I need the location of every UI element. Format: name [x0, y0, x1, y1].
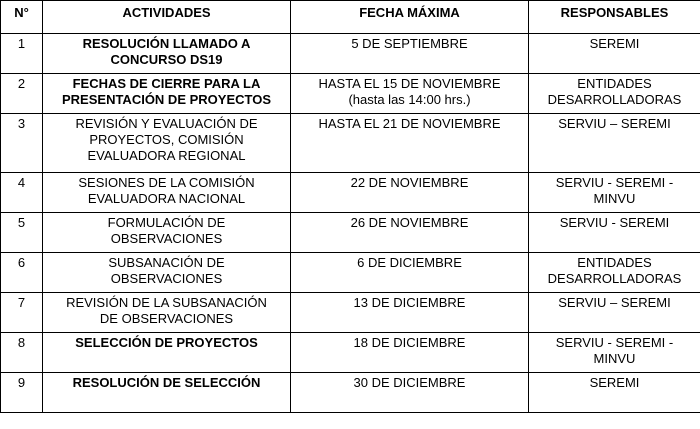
responsible-line: SEREMI [589, 375, 640, 390]
activity-cell [43, 293, 291, 333]
activity-cell [43, 34, 291, 74]
activity-line: FORMULACIÓN DE [107, 215, 226, 230]
deadline-line: 22 DE NOVIEMBRE [350, 175, 469, 190]
responsible-line: SERVIU – SEREMI [558, 116, 671, 131]
table-row [1, 373, 700, 413]
header-number: N° [1, 1, 43, 34]
responsible-line: DESARROLLADORAS [547, 92, 682, 107]
activity-line: EVALUADORA REGIONAL [87, 148, 246, 163]
activity-line: SESIONES DE LA COMISIÓN [78, 175, 255, 190]
responsible-line: MINVU [593, 351, 636, 366]
activity-cell [43, 333, 291, 373]
responsible-cell [529, 74, 700, 114]
activity-line: SELECCIÓN DE PROYECTOS [75, 335, 258, 350]
responsible-cell [529, 34, 700, 74]
deadline-line: 30 DE DICIEMBRE [353, 375, 466, 390]
deadline-cell [291, 173, 529, 213]
activity-cell [43, 253, 291, 293]
header-responsible: RESPONSABLES [529, 1, 700, 34]
deadline-line: 13 DE DICIEMBRE [353, 295, 466, 310]
table-row [1, 173, 700, 213]
row-number: 1 [1, 34, 43, 74]
deadline-line: 26 DE NOVIEMBRE [350, 215, 469, 230]
activity-line: RESOLUCIÓN LLAMADO A [82, 36, 251, 51]
activity-line: DE OBSERVACIONES [99, 311, 234, 326]
responsible-line: ENTIDADES [577, 76, 652, 91]
row-number: 4 [1, 173, 43, 213]
responsible-cell [529, 333, 700, 373]
responsible-cell [529, 114, 700, 173]
table-row [1, 253, 700, 293]
deadline-cell [291, 333, 529, 373]
row-number: 3 [1, 114, 43, 173]
deadline-line: HASTA EL 21 DE NOVIEMBRE [318, 116, 501, 131]
deadline-line: 6 DE DICIEMBRE [357, 255, 462, 270]
responsible-cell [529, 213, 700, 253]
deadline-cell [291, 213, 529, 253]
activity-line: SUBSANACIÓN DE [108, 255, 225, 270]
responsible-line: ENTIDADES [577, 255, 652, 270]
responsible-line: DESARROLLADORAS [547, 271, 682, 286]
activity-line: REVISIÓN DE LA SUBSANACIÓN [66, 295, 267, 310]
responsible-cell [529, 173, 700, 213]
responsible-cell [529, 373, 700, 413]
table-row [1, 333, 700, 373]
table-row [1, 34, 700, 74]
activity-line: FECHAS DE CIERRE PARA LA [72, 76, 261, 91]
activity-cell [43, 213, 291, 253]
table-row [1, 114, 700, 173]
activity-line: PRESENTACIÓN DE PROYECTOS [62, 92, 271, 107]
activity-line: PROYECTOS, COMISIÓN [89, 132, 244, 147]
deadline-line: 18 DE DICIEMBRE [353, 335, 466, 350]
row-number: 2 [1, 74, 43, 114]
deadline-cell [291, 253, 529, 293]
row-number: 7 [1, 293, 43, 333]
header-deadline: FECHA MÁXIMA [291, 1, 529, 34]
activity-line: OBSERVACIONES [110, 271, 223, 286]
activity-cell [43, 373, 291, 413]
table-row [1, 293, 700, 333]
row-number: 9 [1, 373, 43, 413]
responsible-line: SERVIU - SEREMI - [555, 175, 674, 190]
activity-line: OBSERVACIONES [110, 231, 223, 246]
responsible-line: MINVU [593, 191, 636, 206]
table-body [1, 34, 700, 413]
deadline-cell [291, 293, 529, 333]
deadline-line: 5 DE SEPTIEMBRE [351, 36, 468, 51]
header-row [1, 1, 700, 34]
table-row [1, 213, 700, 253]
responsible-line: SERVIU - SEREMI [559, 215, 670, 230]
responsible-cell [529, 253, 700, 293]
activity-cell [43, 74, 291, 114]
activity-line: EVALUADORA NACIONAL [87, 191, 246, 206]
row-number: 6 [1, 253, 43, 293]
deadline-cell [291, 114, 529, 173]
deadline-cell [291, 74, 529, 114]
activity-cell [43, 173, 291, 213]
activity-cell [43, 114, 291, 173]
activity-line: REVISIÓN Y EVALUACIÓN DE [75, 116, 258, 131]
row-number: 8 [1, 333, 43, 373]
responsible-cell [529, 293, 700, 333]
deadline-cell [291, 373, 529, 413]
header-activities: ACTIVIDADES [43, 1, 291, 34]
activity-line: CONCURSO DS19 [110, 52, 223, 67]
activity-line: RESOLUCIÓN DE SELECCIÓN [72, 375, 261, 390]
deadline-line: HASTA EL 15 DE NOVIEMBRE [318, 76, 501, 91]
responsible-line: SERVIU - SEREMI - [555, 335, 674, 350]
deadline-cell [291, 34, 529, 74]
row-number: 5 [1, 213, 43, 253]
table-row [1, 74, 700, 114]
responsible-line: SERVIU – SEREMI [558, 295, 671, 310]
deadline-line: (hasta las 14:00 hrs.) [348, 92, 471, 107]
responsible-line: SEREMI [589, 36, 640, 51]
